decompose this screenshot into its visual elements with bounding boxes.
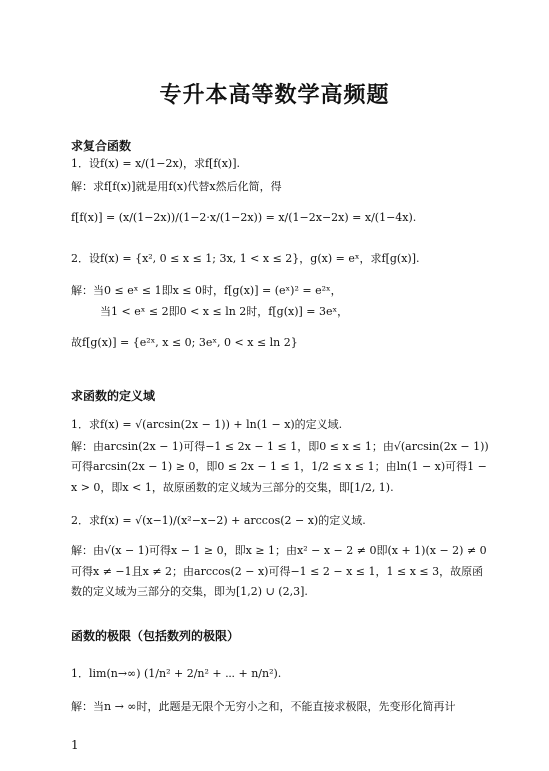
page-title: 专升本高等数学高频题 [159, 83, 390, 108]
problem-line: 1．设f(x) = x/(1−2x)，求f[f(x)]. [71, 157, 240, 170]
solution-line: 解：由arcsin(2x − 1)可得−1 ≤ 2x − 1 ≤ 1，即0 ≤ x ≤ 1；由√(arcsin(2x − 1)) [71, 440, 489, 453]
solution-line: 解：当0 ≤ eˣ ≤ 1即x ≤ 0时，f[g(x)] = (eˣ)² = e²ˣ， [71, 284, 342, 297]
problem-line: 2．求f(x) = √(x−1)/(x²−x−2) + arccos(2 − x)的定义域. [71, 514, 366, 527]
solution-line: 数的定义域为三部分的交集，即为[1,2) ∪ (2,3]. [71, 585, 308, 598]
solution-line: 解：求f[f(x)]就是用f(x)代替x然后化简，得 [71, 180, 282, 193]
solution-line: 当1 < eˣ ≤ 2即0 < x ≤ ln 2时，f[g(x)] = 3eˣ， [100, 305, 349, 318]
solution-line: 解：由√(x − 1)可得x − 1 ≥ 0，即x ≥ 1；由x² − x − 2 ≠ 0即(x + 1)(x − 2) ≠ 0 [71, 544, 487, 557]
section-heading-limits: 函数的极限（包括数列的极限） [71, 629, 240, 643]
solution-line: 可得arcsin(2x − 1) ≥ 0，即0 ≤ 2x − 1 ≤ 1，1/2 ≤ x ≤ 1；由ln(1 − x)可得1 − [71, 460, 487, 473]
solution-line: x > 0，即x < 1，故原函数的定义域为三部分的交集，即[1/2, 1). [71, 481, 394, 494]
section-heading-composite: 求复合函数 [71, 139, 132, 153]
solution-line: f[f(x)] = (x/(1−2x))/(1−2·x/(1−2x)) = x/(1−2x−2x) = x/(1−4x). [71, 211, 417, 224]
solution-line: 解：当n → ∞时，此题是无限个无穷小之和，不能直接求极限，先变形化简再计 [71, 700, 456, 713]
problem-line: 1．求f(x) = √(arcsin(2x − 1)) + ln(1 − x)的定义域. [71, 418, 343, 431]
problem-line: 1．lim(n→∞) (1/n² + 2/n² + ⋯ + n/n²). [71, 667, 282, 680]
page-number: 1 [71, 738, 79, 752]
solution-line: 可得x ≠ −1且x ≠ 2；由arccos(2 − x)可得−1 ≤ 2 − x ≤ 1，1 ≤ x ≤ 3，故原函 [71, 565, 484, 578]
section-heading-domain: 求函数的定义域 [71, 389, 156, 403]
problem-line: 2．设f(x) = {x², 0 ≤ x ≤ 1; 3x, 1 < x ≤ 2}，g(x) = eˣ，求f[g(x)]. [71, 252, 420, 265]
solution-line: 故f[g(x)] = {e²ˣ, x ≤ 0; 3eˣ, 0 < x ≤ ln 2} [71, 336, 298, 349]
